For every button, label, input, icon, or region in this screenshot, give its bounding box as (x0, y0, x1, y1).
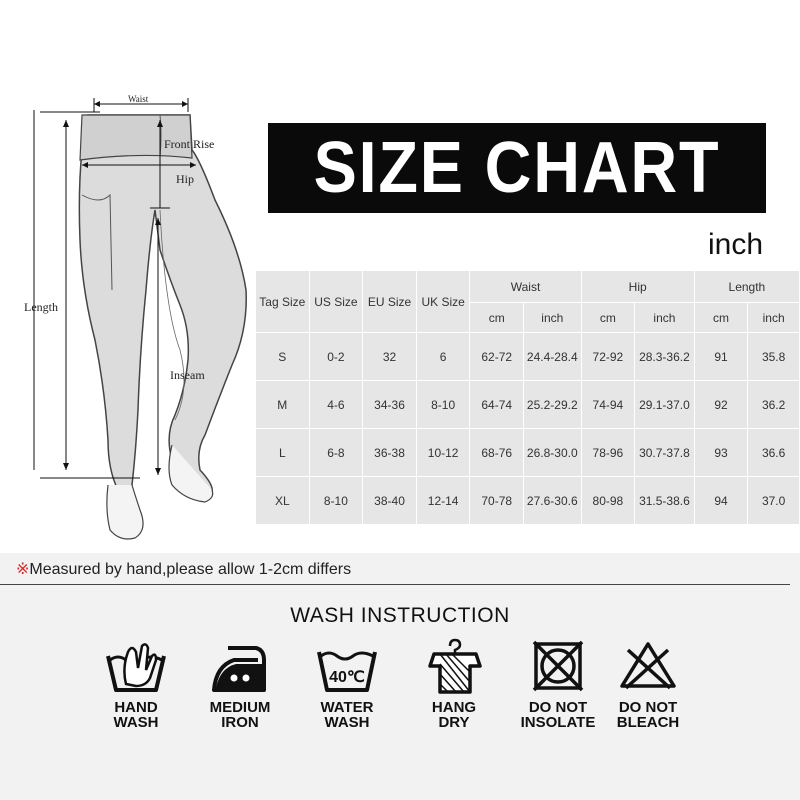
subheader-hip-inch: inch (635, 303, 695, 333)
iron-icon (208, 638, 272, 696)
table-cell: 28.3-36.2 (635, 333, 695, 381)
no-bleach-icon (616, 638, 680, 696)
waist-label: Waist (128, 94, 149, 104)
care-label-line1: DO NOT (618, 699, 678, 716)
table-cell: 94 (694, 477, 748, 525)
measurement-note (16, 559, 351, 579)
table-cell: 78-96 (581, 429, 635, 477)
header-eu-size: EU Size (363, 271, 417, 333)
table-cell: 30.7-37.8 (635, 429, 695, 477)
table-cell: 29.1-37.0 (635, 381, 695, 429)
hand-wash-icon (104, 638, 168, 696)
care-item-medium-iron (190, 638, 290, 730)
care-label-line2: WASH (324, 714, 370, 731)
page-title: SIZE CHART (313, 128, 721, 208)
table-cell: 0-2 (309, 333, 363, 381)
length-label: Length (24, 300, 58, 314)
table-cell: XL (256, 477, 310, 525)
header-hip: Hip (581, 271, 694, 303)
table-cell: 27.6-30.6 (523, 477, 581, 525)
table-cell: 62-72 (470, 333, 524, 381)
header-length: Length (694, 271, 799, 303)
table-row (256, 477, 800, 525)
care-label-line1: HAND (114, 699, 158, 716)
subheader-waist-cm: cm (470, 303, 524, 333)
care-label-line1: MEDIUM (209, 699, 271, 716)
table-cell: 80-98 (581, 477, 635, 525)
inseam-label: Inseam (170, 368, 205, 382)
table-cell: 37.0 (748, 477, 800, 525)
table-cell: M (256, 381, 310, 429)
table-cell: 72-92 (581, 333, 635, 381)
hang-dry-icon (422, 638, 486, 696)
leggings-drawing (0, 90, 260, 550)
care-label-line2: BLEACH (616, 714, 680, 731)
care-item-water-wash (297, 638, 397, 730)
subheader-waist-inch: inch (523, 303, 581, 333)
table-cell: 25.2-29.2 (523, 381, 581, 429)
water-wash-icon (315, 638, 379, 696)
care-label-line2: IRON (221, 714, 259, 731)
front-rise-label: Front Rise (164, 137, 215, 151)
table-cell: 64-74 (470, 381, 524, 429)
unit-label: inch (708, 228, 764, 261)
wash-temperature: 40℃ (329, 669, 365, 686)
table-cell: 36-38 (363, 429, 417, 477)
care-item-hand-wash (86, 638, 186, 730)
table-cell: 24.4-28.4 (523, 333, 581, 381)
header-waist: Waist (470, 271, 581, 303)
header-tag-size: Tag Size (256, 271, 310, 333)
care-label-line1: DO NOT (528, 699, 588, 716)
table-cell: 8-10 (416, 381, 470, 429)
table-cell: 38-40 (363, 477, 417, 525)
table-cell: 93 (694, 429, 748, 477)
table-cell: 6 (416, 333, 470, 381)
care-label-line2: INSOLATE (520, 714, 596, 731)
care-item-do-not-insolate (508, 638, 608, 730)
table-cell: 6-8 (309, 429, 363, 477)
care-label-line2: DRY (438, 714, 470, 731)
table-cell: S (256, 333, 310, 381)
care-label-line1: WATER (320, 699, 374, 716)
subheader-length-inch: inch (748, 303, 800, 333)
table-cell: 26.8-30.0 (523, 429, 581, 477)
care-label-line2: WASH (113, 714, 159, 731)
table-cell: 36.6 (748, 429, 800, 477)
table-row (256, 381, 800, 429)
table-cell: 36.2 (748, 381, 800, 429)
subheader-length-cm: cm (694, 303, 748, 333)
header-uk-size: UK Size (416, 271, 470, 333)
leggings-measurement-figure (0, 90, 260, 550)
note-symbol: ※ (16, 561, 30, 578)
note-divider (0, 584, 790, 585)
table-cell: 8-10 (309, 477, 363, 525)
table-cell: 74-94 (581, 381, 635, 429)
table-cell: L (256, 429, 310, 477)
table-cell: 35.8 (748, 333, 800, 381)
table-cell: 31.5-38.6 (635, 477, 695, 525)
table-cell: 68-76 (470, 429, 524, 477)
table-cell: 70-78 (470, 477, 524, 525)
note-text: Measured by hand,please allow 1-2cm differs (29, 561, 352, 578)
table-cell: 34-36 (363, 381, 417, 429)
table-cell: 92 (694, 381, 748, 429)
table-cell: 32 (363, 333, 417, 381)
table-cell: 91 (694, 333, 748, 381)
table-row (256, 333, 800, 381)
table-row (256, 429, 800, 477)
care-label-line1: HANG (431, 699, 477, 716)
care-item-hang-dry (404, 638, 504, 730)
title-banner (268, 123, 766, 213)
table-cell: 4-6 (309, 381, 363, 429)
subheader-hip-cm: cm (581, 303, 635, 333)
header-us-size: US Size (309, 271, 363, 333)
hip-label: Hip (176, 172, 194, 186)
size-table (255, 270, 800, 525)
table-cell: 12-14 (416, 477, 470, 525)
table-cell: 10-12 (416, 429, 470, 477)
care-item-do-not-bleach (598, 638, 698, 730)
wash-instruction-title: WASH INSTRUCTION (290, 604, 510, 627)
no-tumble-dry-icon (526, 638, 590, 696)
